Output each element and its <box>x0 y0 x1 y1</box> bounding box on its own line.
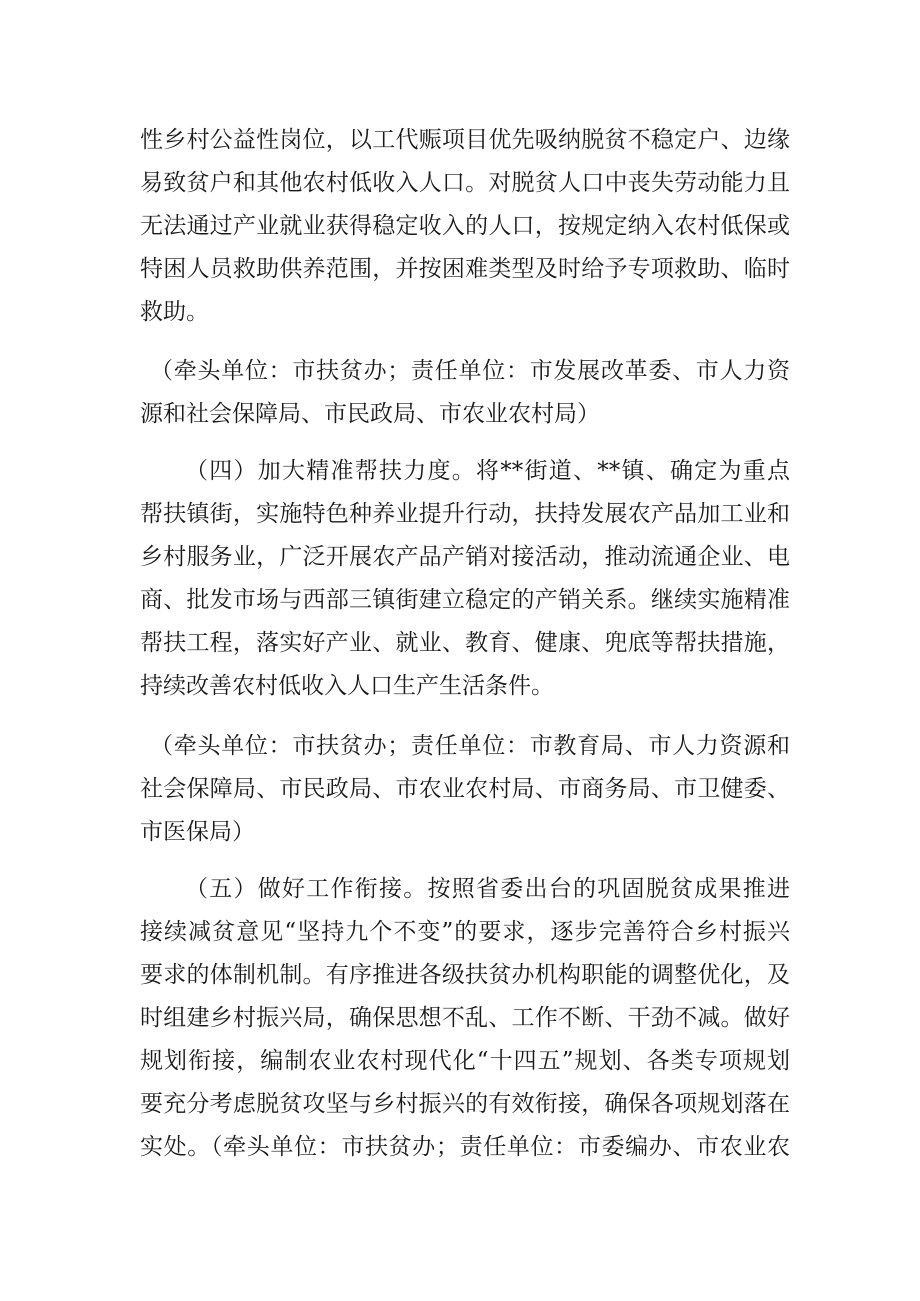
text-line: 帮扶镇街，实施特色种养业提升行动，扶持发展农产品加工业和 <box>140 501 790 527</box>
text-line: 规划衔接，编制农业农村现代化“十四五”规划、各类专项规划 <box>140 1048 790 1074</box>
section-heading-five: （五）做好工作衔接。按照省委出台的巩固脱贫成果推进 <box>185 876 790 902</box>
responsibility-note: 源和社会保障局、市民政局、市农业农村局） <box>140 401 600 427</box>
text-line: 易致贫户和其他农村低收入人口。对脱贫人口中丧失劳动能力且 <box>140 170 790 196</box>
text-line: 持续改善农村低收入人口生产生活条件。 <box>140 673 554 699</box>
text-line: 帮扶工程，落实好产业、就业、教育、健康、兜底等帮扶措施， <box>140 630 790 656</box>
text-line: 救助。 <box>140 299 209 325</box>
section-heading-four: （四）加大精准帮扶力度。将**街道、**镇、确定为重点 <box>185 458 790 484</box>
responsibility-note: 社会保障局、市民政局、市农业农村局、市商务局、市卫健委、 <box>140 776 790 802</box>
responsibility-note: （牵头单位：市扶贫办；责任单位：市发展改革委、市人力资 <box>150 358 790 384</box>
text-line: 要求的体制机制。有序推进各级扶贫办机构职能的调整优化，及 <box>140 962 790 988</box>
text-line: 乡村服务业，广泛开展农产品产销对接活动，推动流通企业、电 <box>140 544 790 570</box>
responsibility-note: 市医保局） <box>140 819 255 845</box>
text-line: 性乡村公益性岗位，以工代赈项目优先吸纳脱贫不稳定户、边缘 <box>140 127 790 153</box>
responsibility-note: （牵头单位：市扶贫办；责任单位：市教育局、市人力资源和 <box>150 733 790 759</box>
text-line: 实处。（牵头单位：市扶贫办；责任单位：市委编办、市农业农 <box>140 1134 790 1160</box>
text-line: 无法通过产业就业获得稳定收入的人口，按规定纳入农村低保或 <box>140 213 790 239</box>
text-line: 要充分考虑脱贫攻坚与乡村振兴的有效衔接，确保各项规划落在 <box>140 1091 790 1117</box>
text-line: 接续减贫意见“坚持九个不变”的要求，逐步完善符合乡村振兴 <box>140 919 790 945</box>
text-line: 时组建乡村振兴局，确保思想不乱、工作不断、干劲不减。做好 <box>140 1005 790 1031</box>
text-line: 商、批发市场与西部三镇街建立稳定的产销关系。继续实施精准 <box>140 587 790 613</box>
text-line: 特困人员救助供养范围，并按困难类型及时给予专项救助、临时 <box>140 256 790 282</box>
